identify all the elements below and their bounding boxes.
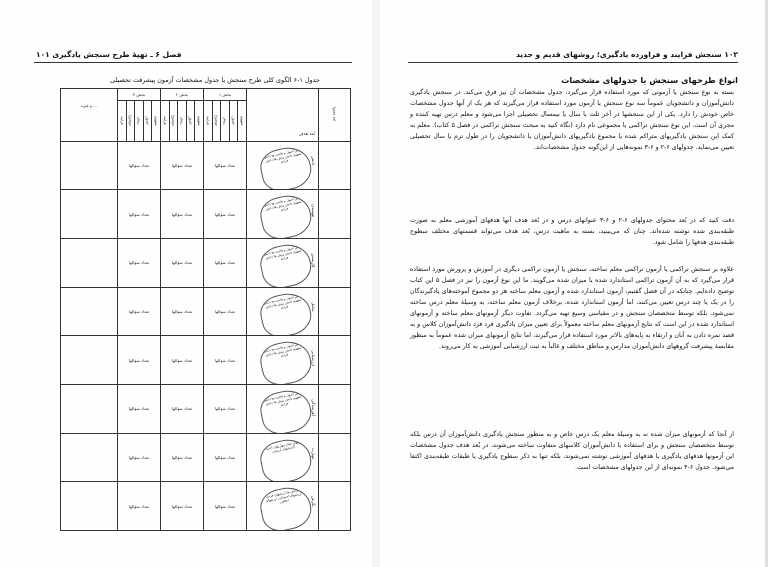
table-row — [61, 239, 351, 288]
objective-row-header: کاربستن دانش اصول و قاعده ها دانش مفهوم دانش روش ها دانش فرایند — [247, 239, 319, 288]
subhead-principle: اصول — [186, 101, 195, 142]
objective-row-header: فهمیدن دانش اصول و قاعده ها دانش مفهوم دانش روش ها دانش فرایند — [247, 190, 319, 239]
table-row — [61, 384, 351, 433]
subhead-principle: اصول — [143, 101, 152, 142]
objective-row-header: ارزشیابی دانش اصول و قاعده ها دانش مفهوم دانش روش ها دانش فرایند — [247, 336, 319, 385]
question-count-cell: تعداد سؤالها — [118, 287, 161, 336]
objective-row-header: نگرش گرایش ها ارزشهای فردی ارزشهای اجتماعی ارزشهای اخلاقی — [247, 482, 319, 531]
question-count-cell: تعداد سؤالها — [204, 239, 247, 288]
question-count-cell: تعداد سؤالها — [161, 239, 204, 288]
table-row — [61, 482, 351, 531]
objective-row-header: تحلیل دانش اصول و قاعده ها دانش مفهوم دانش روش ها دانش فرایند — [247, 287, 319, 336]
table-row — [61, 190, 351, 239]
objective-row-header: آفرینندگی دانش اصول و قاعده ها دانش مفهوم دانش روش ها دانش فرایند — [247, 384, 319, 433]
paragraph-1: بسته به نوع سنجش یا آزمونی که مورد استفاده قرار می‌گیرد، جدول مشخصات آن نیز فرق می‌کند. در سنجش یادگیری دانش‌آموزان و دانشجویان عموماً سه نوع سنجش یا آزمون مورد استفاده قرار می‌گیرند که هر یک از آنها جدول مشخصات خاص خودش را دارد. یکی از این سنجشها در آخر ثلث یا سال یا نیمسال تحصیلی اجرا می‌شود و معلم درس تهیه کننده و مجری آن است. این نوع سنجش تراکمی یا مجموعی نام دارد (نگاه کنید به مبحث سنجش تراکمی در فصل ۵ کتاب). معلم به کمک این سنجش یادگیریهای متراکم شده یا مجموع یادگیریهای دانش‌آموزان یا دانشجویان را در طول ترم یا سال تحصیلی تعیین می‌نماید. جدولهای ۶-۲ و ۶-۳ نمونه‌هایی از این‌گونه جدول مشخصات‌اند. — [410, 89, 734, 151]
section-1-header: بخش ۱ — [204, 89, 247, 101]
subhead-process: فرایند — [161, 101, 170, 142]
subhead-concept: مفهوم — [195, 101, 204, 142]
question-count-cell: تعداد سؤالها — [161, 287, 204, 336]
question-count-cell: تعداد سؤالها — [204, 190, 247, 239]
paragraph-4: از آنجا که آزمونهای میزان شده نه به وسیلهٔ معلم یک درس خاص و به منظور سنجش یادگیری دانش‌آموزان آن درس بلکه توسط متخصصان سنجش و برای استفاده با دانش‌آموزان کلاسهای متفاوت ساخته می‌شوند، در بُعد هدف جدول مشخصات این آزمونها هدفهای یادگیری یا هدفهای آموزشی نوشته نمی‌شوند، بلکه تنها به ذکر سطوح یادگیری یا طبقات طبقه‌بندی اکتفا می‌شود. جدول ۶-۴ نمونه‌ای از این جدولهای مشخصات است. — [410, 431, 734, 471]
paragraph-3: علاوه بر سنجش تراکمی یا آزمون تراکمی معلم ساخته، سنجش یا آزمون تراکمی دیگری در آموزش و پرورش مورد استفاده قرار می‌گیرد که به آن آزمون تراکمی استاندارد شده یا میزان شده می‌گویند. ما این نوع آزمون را نیز در فصل ۵ این کتاب توضیح داده‌ایم. چنانکه در آن فصل گفتیم، آزمون استاندارد شده و آزمون معلم ساخته هر دو مجموع آموخته‌های یادگیرندگان را در یک یا چند درس تعیین می‌کنند، اما آزمون استاندارد شده، برخلاف آزمون معلم ساخته، به وسیلهٔ معلم درس ساخته نمی‌شود، بلکه توسط متخصصان سنجش و در مقیاسی وسیع تهیه می‌گردد. تفاوت دیگر آزمونهای معلم ساخته و آزمونهای استاندارد شده در این است که نتایج آزمونهای معلم ساخته معمولاً برای تعیین میزان یادگیری فرد فرد دانش‌آموزان کلاس و به قصد نمره دادن به آنان و ارتقاء به پایه‌های بالاتر مورد استفاده قرار می‌گیرند، اما نتایج آزمونهای میزان شده عموماً به منظور مقایسهٔ پیشرفت گروههای دانش‌آموزان مدارس و مناطق مختلف و غالباً به ثبت ارزشیابی آموزشی به کار می‌روند. — [410, 266, 734, 350]
subhead-method: روش — [135, 101, 144, 142]
table-row — [61, 433, 351, 482]
question-count-cell: تعداد سؤالها — [204, 482, 247, 531]
book-gutter — [372, 0, 380, 567]
objective-dimension-header: بُعد هدف — [247, 89, 319, 142]
section-2-header: بخش ۲ — [161, 89, 204, 101]
subhead-topic: موضوع — [212, 101, 221, 142]
question-count-cell: تعداد سؤالها — [204, 384, 247, 433]
table-row — [61, 287, 351, 336]
question-count-cell: تعداد سؤالها — [204, 287, 247, 336]
specification-table — [60, 88, 351, 531]
left-page-header: فصل ۶ ـ تهیهٔ طرح سنجش یادگیری ۱۰۱ — [36, 50, 182, 59]
subhead-principle: اصول — [229, 101, 238, 142]
left-header-rule — [34, 62, 352, 63]
question-count-cell: تعداد سؤالها — [161, 482, 204, 531]
other-column-header: ... و غیره — [61, 89, 118, 142]
section-3-header: بخش ۳ — [118, 89, 161, 101]
table-row — [61, 141, 351, 190]
question-count-cell: تعداد سؤالها — [161, 141, 204, 190]
question-count-cell: تعداد سؤالها — [118, 336, 161, 385]
subhead-process: فرایند — [204, 101, 213, 142]
subhead-topic: موضوع — [169, 101, 178, 142]
left-page — [0, 0, 373, 567]
subhead-method: روش — [221, 101, 230, 142]
question-count-cell: تعداد سؤالها — [118, 384, 161, 433]
question-count-cell: تعداد سؤالها — [118, 433, 161, 482]
subhead-method: روش — [178, 101, 187, 142]
question-count-cell: تعداد سؤالها — [118, 141, 161, 190]
objective-row-header: دانش دانش اصول و قاعده ها دانش مفهوم دانش روش ها دانش فرایند — [247, 141, 319, 190]
right-page-header: ۱۰۲ سنجش فرایند و فراورده یادگیری؛ روشهای قدیم و جدید — [515, 50, 738, 59]
question-count-cell: تعداد سؤالها — [118, 482, 161, 531]
question-count-cell: تعداد سؤالها — [204, 433, 247, 482]
objective-row-header: مهارت مهارتهای تفکر مهارتهای اجتماعی گرایشهای ارزشی — [247, 433, 319, 482]
subhead-topic: موضوع — [126, 101, 135, 142]
question-count-cell: تعداد سؤالها — [161, 433, 204, 482]
question-count-cell: تعداد سؤالها — [204, 336, 247, 385]
subhead-concept: مفهوم — [238, 101, 247, 142]
table-row — [61, 336, 351, 385]
question-count-cell: تعداد سؤالها — [118, 190, 161, 239]
subhead-concept: مفهوم — [152, 101, 161, 142]
table-caption: جدول ۱-۶ الگوی کلی طرح سنجش یا جدول مشخصات آزمون پیشرفت تحصیلی — [110, 76, 320, 84]
right-page — [380, 0, 768, 567]
section-title: انواع طرحهای سنجش یا جدولهای مشخصات — [561, 75, 738, 85]
subhead-process: فرایند — [118, 101, 127, 142]
question-count-cell: تعداد سؤالها — [161, 384, 204, 433]
right-header-rule — [408, 62, 738, 63]
question-count-cell: تعداد سؤالها — [161, 336, 204, 385]
content-dimension-header: بُعد محتوا — [319, 89, 351, 142]
question-count-cell: تعداد سؤالها — [118, 239, 161, 288]
question-count-cell: تعداد سؤالها — [204, 141, 247, 190]
paragraph-2: دقت کنید که در بُعد محتوای جدولهای ۶-۲ و ۶-۳ عنوانهای درس و در بُعد هدف آنها هدفهای آموزشی معلم به صورت طبقه‌بندی شده نوشته شده‌اند. چنان که می‌بینید، بسته به ماهیت درس، بُعد هدف می‌تواند قسمتهای مختلف سطوح طبقه‌بندی هدفها را شامل شود. — [410, 217, 735, 246]
question-count-cell: تعداد سؤالها — [161, 190, 204, 239]
